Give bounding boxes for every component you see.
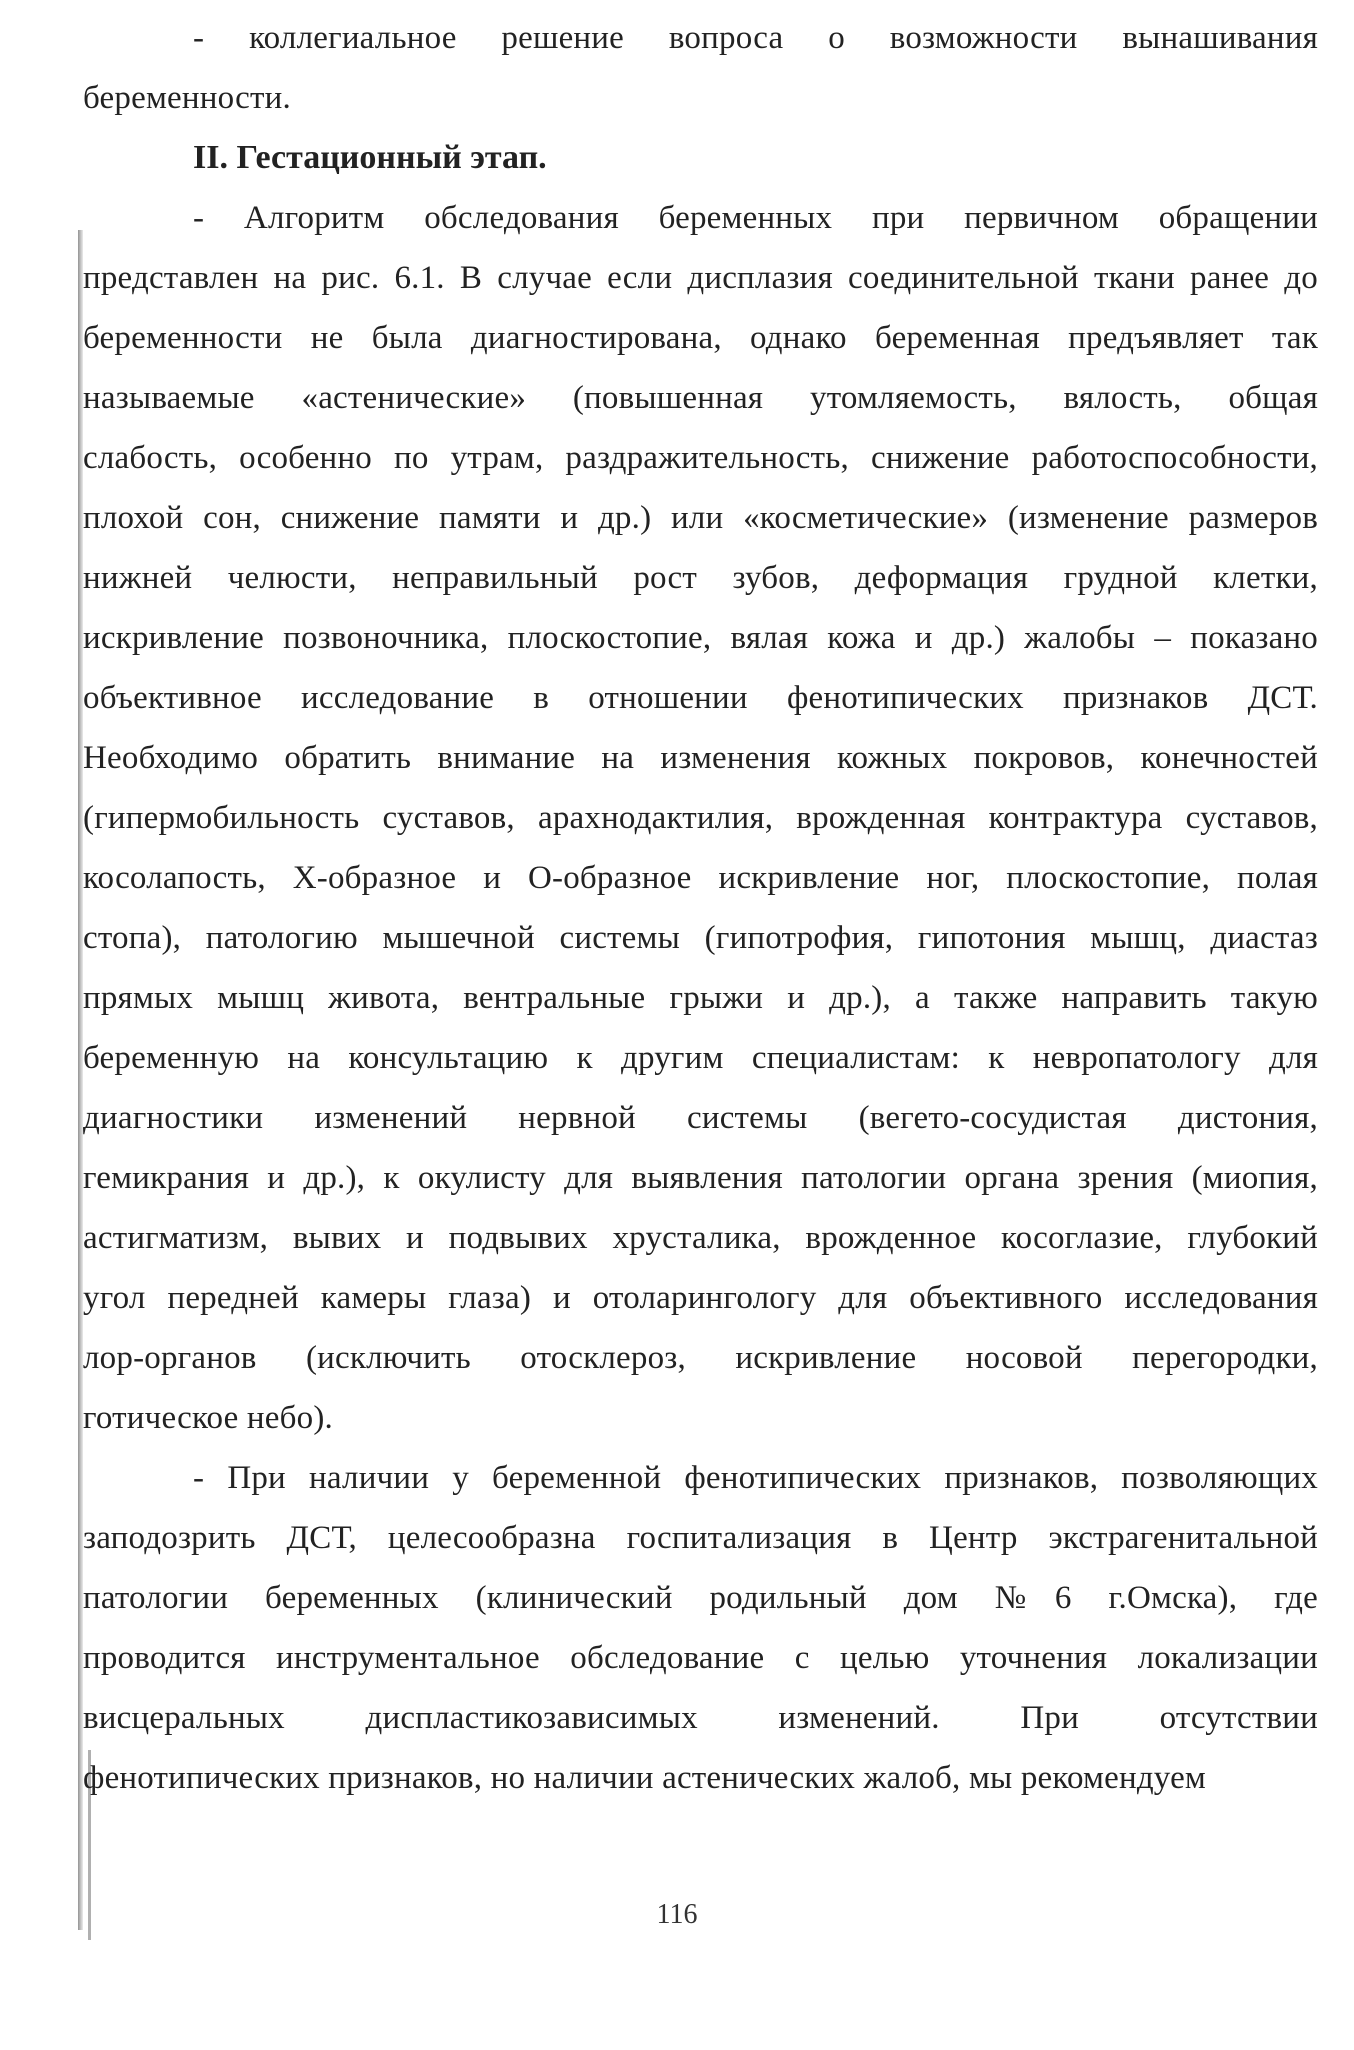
paragraph1-line: - Алгоритм обследования беременных при первичном обращении — [193, 200, 1318, 236]
paragraph2-line: заподозрить ДСТ, целесообразна госпитализация в Центр экстрагенитальной — [83, 1520, 1318, 1556]
paragraph1-line: лор-органов (исключить отосклероз, искривление носовой перегородки, — [83, 1340, 1318, 1376]
paragraph1-line: объективное исследование в отношении фенотипических признаков ДСТ. — [83, 680, 1318, 716]
paragraph1-line: стопа), патологию мышечной системы (гипотрофия, гипотония мышц, диастаз — [83, 920, 1318, 956]
paragraph1-line: нижней челюсти, неправильный рост зубов, деформация грудной клетки, — [83, 560, 1318, 596]
paragraph1-line: гемикрания и др.), к окулисту для выявления патологии органа зрения (миопия, — [83, 1160, 1318, 1196]
paragraph2-line: - При наличии у беременной фенотипических признаков, позволяющих — [193, 1460, 1318, 1496]
paragraph1-line: (гипермобильность суставов, арахнодактилия, врожденная контрактура суставов, — [83, 800, 1318, 836]
paragraph1-line: беременности не была диагностирована, однако беременная предъявляет так — [83, 320, 1318, 356]
paragraph2-line: висцеральных диспластикозависимых изменений. При отсутствии — [83, 1700, 1318, 1736]
paragraph1-line: угол передней камеры глаза) и отоларингологу для объективного исследования — [83, 1280, 1318, 1316]
paragraph1-line: плохой сон, снижение памяти и др.) или «косметические» (изменение размеров — [83, 500, 1318, 536]
paragraph2-line: фенотипических признаков, но наличии астенических жалоб, мы рекомендуем — [83, 1760, 1207, 1796]
section-heading: II. Гестационный этап. — [193, 139, 547, 176]
paragraph1-line: искривление позвоночника, плоскостопие, вялая кожа и др.) жалобы – показано — [83, 620, 1318, 656]
paragraph1-line: диагностики изменений нервной системы (вегето-сосудистая дистония, — [83, 1100, 1318, 1136]
paragraph1-line: Необходимо обратить внимание на изменения кожных покровов, конечностей — [83, 740, 1318, 776]
paragraph1-line: прямых мышц живота, вентральные грыжи и др.), а также направить такую — [83, 980, 1318, 1016]
paragraph1-line: астигматизм, вывих и подвывих хрусталика, врожденное косоглазие, глубокий — [83, 1220, 1318, 1256]
paragraph1-line: называемые «астенические» (повышенная утомляемость, вялость, общая — [83, 380, 1318, 416]
paragraph1-line: готическое небо). — [83, 1400, 333, 1436]
paragraph2-line: патологии беременных (клинический родильный дом №6 г.Омска), где — [83, 1580, 1318, 1616]
intro-line-1: - коллегиальное решение вопроса о возможности вынашивания — [193, 20, 1318, 56]
intro-line-2: беременности. — [83, 80, 291, 116]
paragraph1-line: косолапость, Х-образное и О-образное искривление ног, плоскостопие, полая — [83, 860, 1318, 896]
page-number: 116 — [656, 1899, 698, 1930]
paragraph1-line: слабость, особенно по утрам, раздражительность, снижение работоспособности, — [83, 440, 1318, 476]
paragraph1-line: беременную на консультацию к другим специалистам: к невропатологу для — [83, 1040, 1318, 1076]
paragraph1-line: представлен на рис. 6.1. В случае если дисплазия соединительной ткани ранее до — [83, 260, 1318, 296]
paragraph2-line: проводится инструментальное обследование с целью уточнения локализации — [83, 1640, 1318, 1676]
